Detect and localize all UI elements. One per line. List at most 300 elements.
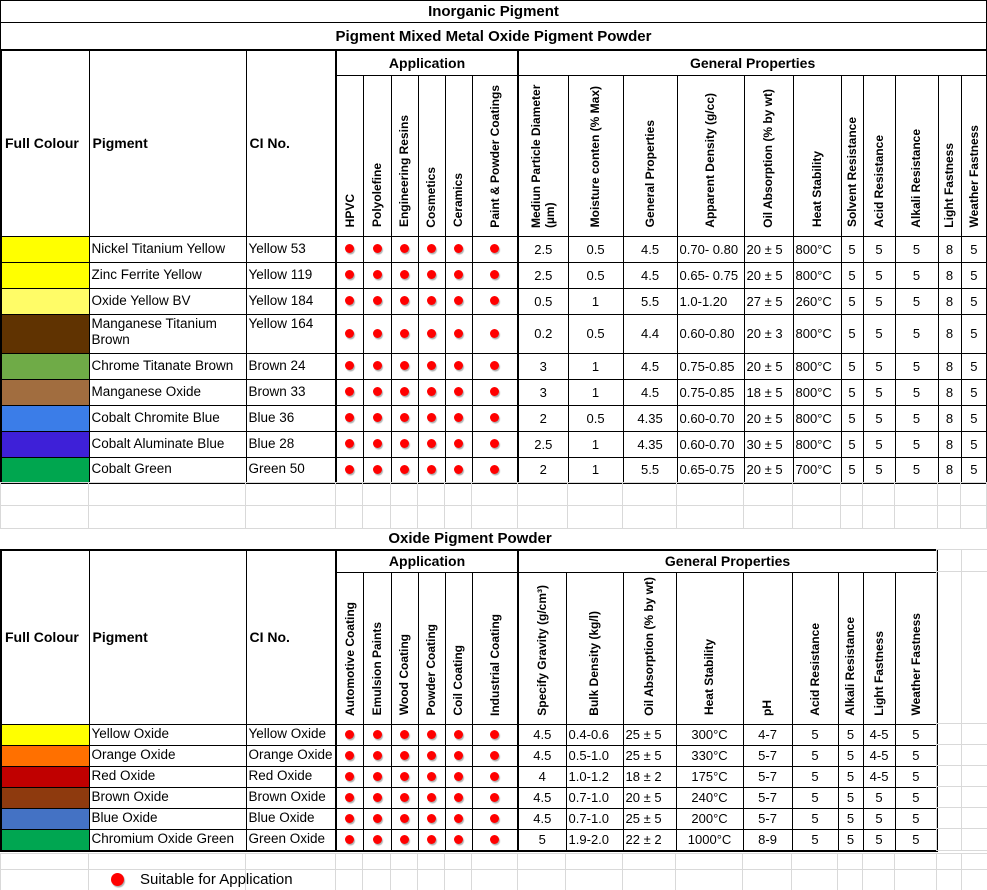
- application-dot-cell: [391, 288, 418, 314]
- pigment-name-cell: Yellow Oxide: [89, 724, 246, 745]
- ci-no-cell: Yellow Oxide: [246, 724, 336, 745]
- col-header-heat-stability: Heat Stability: [676, 572, 743, 724]
- application-dot-cell: [336, 724, 363, 745]
- property-value-cell: 22 ± 2: [623, 829, 676, 851]
- ci-no-cell: Yellow 164: [246, 314, 336, 353]
- property-value-cell: 4.5: [623, 236, 677, 262]
- empty-grid-cell: [962, 787, 987, 808]
- application-dot-cell: [472, 431, 518, 457]
- suitable-dot-icon: [345, 751, 354, 760]
- property-value-cell: 0.5: [568, 314, 623, 353]
- application-dot-cell: [391, 262, 418, 288]
- mixed-metal-table-title: Pigment Mixed Metal Oxide Pigment Powder: [0, 23, 987, 49]
- property-value-cell: 5: [895, 745, 937, 766]
- property-value-cell: 0.5: [518, 288, 568, 314]
- empty-grid-cell: [445, 506, 472, 529]
- ci-no-cell: Yellow 53: [246, 236, 336, 262]
- empty-grid-cell: [863, 506, 895, 529]
- property-value-cell: 4-5: [863, 745, 895, 766]
- oxide-pigment-table: [0, 549, 938, 852]
- suitable-dot-icon: [490, 751, 499, 760]
- gridline-row: [937, 829, 987, 851]
- application-dot-cell: [336, 379, 363, 405]
- application-dot-cell: [445, 405, 472, 431]
- property-value-cell: 5: [838, 724, 863, 745]
- gridline-row: [937, 550, 987, 572]
- empty-grid-cell: [472, 483, 518, 506]
- application-dot-cell: [445, 379, 472, 405]
- table-row: [1, 379, 987, 405]
- property-value-cell: 0.60-0.80: [677, 314, 744, 353]
- empty-grid-cell: [961, 483, 987, 506]
- application-dot-cell: [363, 236, 391, 262]
- suitable-dot-icon: [400, 793, 409, 802]
- suitable-dot-icon: [400, 751, 409, 760]
- property-value-cell: 18 ± 5: [744, 379, 793, 405]
- swatch-cell: [1, 353, 89, 379]
- col-header-polyolefine: Polyolefine: [363, 75, 391, 236]
- property-value-cell: 5: [895, 314, 938, 353]
- property-value-cell: 18 ± 2: [623, 766, 676, 787]
- suitable-dot-icon: [454, 835, 463, 844]
- property-value-cell: 5: [895, 353, 938, 379]
- suitable-dot-icon: [345, 329, 354, 338]
- application-dot-cell: [336, 457, 363, 483]
- application-dot-cell: [391, 457, 418, 483]
- col-header-wood-coating: Wood Coating: [391, 572, 418, 724]
- application-dot-cell: [391, 745, 418, 766]
- property-value-cell: 5: [961, 431, 987, 457]
- property-value-cell: 20 ± 5: [744, 405, 793, 431]
- empty-grid-cell: [937, 550, 962, 572]
- col-header-acid-resistance: Acid Resistance: [863, 75, 895, 236]
- property-value-cell: 8: [938, 314, 961, 353]
- col-header-paint-powder-coatings: Paint & Powder Coatings: [472, 75, 518, 236]
- empty-grid-cell: [838, 854, 863, 870]
- empty-grid-cell: [863, 854, 895, 870]
- application-dot-cell: [391, 766, 418, 787]
- suitable-dot-icon: [490, 793, 499, 802]
- group-header-row: [1, 550, 937, 572]
- application-dot-cell: [391, 829, 418, 851]
- swatch-cell: [1, 724, 89, 745]
- property-value-cell: 5: [895, 288, 938, 314]
- application-dot-cell: [445, 766, 472, 787]
- suitable-dot-icon: [400, 835, 409, 844]
- table-row: [1, 787, 937, 808]
- suitable-dot-icon: [373, 730, 382, 739]
- application-dot-cell: [363, 808, 391, 829]
- suitable-dot-icon: [427, 439, 436, 448]
- suitable-dot-icon: [345, 296, 354, 305]
- table-row: [1, 431, 987, 457]
- property-value-cell: 0.5: [568, 262, 623, 288]
- empty-grid-cell: [937, 808, 962, 829]
- empty-grid-cell: [962, 854, 987, 870]
- property-value-cell: 4-5: [863, 766, 895, 787]
- col-header-engineering-resins: Engineering Resins: [391, 75, 418, 236]
- suitable-dot-icon: [373, 793, 382, 802]
- suitable-dot-icon: [400, 361, 409, 370]
- table-row: [1, 262, 987, 288]
- empty-grid-cell: [566, 870, 623, 890]
- suitable-dot-icon: [345, 793, 354, 802]
- application-dot-cell: [445, 262, 472, 288]
- suitable-dot-icon: [373, 835, 382, 844]
- application-dot-cell: [363, 766, 391, 787]
- application-dot-cell: [472, 745, 518, 766]
- empty-grid-cell: [961, 506, 987, 529]
- application-dot-cell: [336, 262, 363, 288]
- property-value-cell: 1.0-1.20: [677, 288, 744, 314]
- application-dot-cell: [472, 724, 518, 745]
- empty-grid-cell: [472, 854, 518, 870]
- full-colour-header: Full Colour: [1, 50, 89, 236]
- empty-grid-cell: [89, 854, 246, 870]
- table-row: [1, 353, 987, 379]
- page-title: Inorganic Pigment: [0, 0, 987, 23]
- property-value-cell: 8: [938, 236, 961, 262]
- col-header-solvent-resistance: Solvent Resistance: [841, 75, 863, 236]
- empty-grid-cell: [336, 506, 363, 529]
- application-dot-cell: [445, 288, 472, 314]
- property-value-cell: 800°C: [793, 353, 841, 379]
- empty-grid-cell: [962, 829, 987, 851]
- property-value-cell: 5: [863, 787, 895, 808]
- ci-no-cell: Yellow 119: [246, 262, 336, 288]
- gridline-row: [937, 572, 987, 724]
- suitable-dot-icon: [400, 270, 409, 279]
- pigment-name-cell: Cobalt Chromite Blue: [89, 405, 246, 431]
- swatch-cell: [1, 808, 89, 829]
- col-header-powder-coating: Powder Coating: [418, 572, 445, 724]
- empty-grid-cell: [838, 870, 863, 890]
- property-value-cell: 5: [838, 808, 863, 829]
- property-value-cell: 5.5: [623, 457, 677, 483]
- property-value-cell: 3: [518, 353, 568, 379]
- ci-no-cell: Brown 24: [246, 353, 336, 379]
- empty-grid-cell: [89, 483, 246, 506]
- swatch-cell: [1, 829, 89, 851]
- suitable-dot-icon: [345, 439, 354, 448]
- property-value-cell: 5: [895, 787, 937, 808]
- ci-no-cell: Green Oxide: [246, 829, 336, 851]
- property-value-cell: 5: [838, 787, 863, 808]
- application-dot-cell: [363, 314, 391, 353]
- col-header-oil-absorption: Oil Absorption (% by wt): [744, 75, 793, 236]
- property-value-cell: 27 ± 5: [744, 288, 793, 314]
- empty-grid-cell: [962, 870, 987, 890]
- empty-grid-cell: [938, 483, 961, 506]
- property-value-cell: 5: [895, 236, 938, 262]
- empty-grid-cell: [246, 483, 336, 506]
- ci-no-cell: Yellow 184: [246, 288, 336, 314]
- empty-grid-cell: [863, 483, 895, 506]
- application-dot-cell: [472, 288, 518, 314]
- empty-grid-cell: [623, 506, 677, 529]
- swatch-cell: [1, 314, 89, 353]
- application-dot-cell: [418, 808, 445, 829]
- application-dot-cell: [336, 405, 363, 431]
- application-dot-cell: [418, 314, 445, 353]
- property-value-cell: 4.35: [623, 431, 677, 457]
- property-value-cell: 0.75-0.85: [677, 379, 744, 405]
- application-dot-cell: [418, 288, 445, 314]
- application-dot-cell: [391, 353, 418, 379]
- property-value-cell: 5: [841, 405, 863, 431]
- property-value-cell: 1: [568, 353, 623, 379]
- pigment-name-cell: Cobalt Green: [89, 457, 246, 483]
- application-dot-cell: [391, 236, 418, 262]
- application-dot-cell: [336, 431, 363, 457]
- suitable-dot-icon: [490, 413, 499, 422]
- empty-grid-cell: [677, 506, 744, 529]
- property-value-cell: 800°C: [793, 379, 841, 405]
- table-row: [1, 314, 987, 353]
- application-dot-cell: [336, 808, 363, 829]
- empty-grid-cell: [863, 870, 895, 890]
- suitable-dot-icon: [400, 814, 409, 823]
- mixed-metal-oxide-table: [0, 49, 987, 484]
- empty-grid-cell: [336, 483, 363, 506]
- property-value-cell: 1: [568, 288, 623, 314]
- suitable-dot-icon: [427, 296, 436, 305]
- empty-grid-cell: [336, 854, 363, 870]
- property-value-cell: 20 ± 5: [744, 457, 793, 483]
- swatch-cell: [1, 288, 89, 314]
- suitable-dot-icon: [454, 387, 463, 396]
- suitable-dot-icon: [454, 361, 463, 370]
- empty-grid-cell: [937, 745, 962, 766]
- property-value-cell: 5: [961, 457, 987, 483]
- suitable-dot-icon: [400, 465, 409, 474]
- property-value-cell: 25 ± 5: [623, 808, 676, 829]
- general-properties-group-header: General Properties: [518, 550, 937, 572]
- property-value-cell: 5: [961, 236, 987, 262]
- property-value-cell: 5: [961, 405, 987, 431]
- gridline-row: [1, 854, 987, 870]
- suitable-dot-icon: [345, 772, 354, 781]
- suitable-dot-icon: [490, 270, 499, 279]
- pigment-name-cell: Red Oxide: [89, 766, 246, 787]
- property-value-cell: 1.0-1.2: [566, 766, 623, 787]
- application-dot-cell: [336, 787, 363, 808]
- empty-grid-cell: [937, 870, 962, 890]
- suitable-dot-icon: [427, 361, 436, 370]
- table-row: [1, 808, 937, 829]
- gridline-row: [1, 506, 987, 529]
- gridline-row: [937, 745, 987, 766]
- empty-grid-cell: [937, 766, 962, 787]
- suitable-dot-icon: [427, 270, 436, 279]
- suitable-dot-icon: [373, 439, 382, 448]
- suitable-dot-icon: [454, 270, 463, 279]
- property-value-cell: 5: [895, 829, 937, 851]
- full-colour-header: Full Colour: [1, 550, 89, 724]
- property-value-cell: 5-7: [743, 808, 792, 829]
- ci-no-cell: Blue 36: [246, 405, 336, 431]
- empty-grid-cell: [1, 483, 89, 506]
- empty-grid-cell: [363, 483, 391, 506]
- application-dot-cell: [363, 288, 391, 314]
- legend-label: Suitable for Application: [140, 871, 293, 888]
- application-dot-cell: [418, 236, 445, 262]
- property-value-cell: 0.7-1.0: [566, 808, 623, 829]
- suitable-dot-icon: [345, 835, 354, 844]
- suitable-dot-icon: [490, 296, 499, 305]
- application-dot-cell: [472, 314, 518, 353]
- application-dot-cell: [472, 353, 518, 379]
- pigment-header: Pigment: [89, 50, 246, 236]
- ci-no-header: CI No.: [246, 550, 336, 724]
- property-value-cell: 800°C: [793, 431, 841, 457]
- suitable-dot-icon: [400, 329, 409, 338]
- empty-grid-cell: [518, 506, 568, 529]
- group-header-row: [1, 50, 987, 75]
- col-header-weather-fastness: Weather Fastness: [895, 572, 937, 724]
- property-value-cell: 5: [841, 288, 863, 314]
- suitable-dot-icon: [427, 413, 436, 422]
- col-header-automotive-coating: Automotive Coating: [336, 572, 363, 724]
- property-value-cell: 20 ± 5: [623, 787, 676, 808]
- suitable-dot-icon: [373, 270, 382, 279]
- empty-grid-cell: [418, 870, 445, 890]
- application-dot-cell: [363, 431, 391, 457]
- ci-no-cell: Brown 33: [246, 379, 336, 405]
- col-header-emulsion-paints: Emulsion Paints: [363, 572, 391, 724]
- swatch-cell: [1, 457, 89, 483]
- suitable-dot-icon: [490, 465, 499, 474]
- application-dot-cell: [472, 236, 518, 262]
- ci-no-cell: Blue Oxide: [246, 808, 336, 829]
- property-value-cell: 5: [792, 829, 838, 851]
- property-value-cell: 8: [938, 288, 961, 314]
- suitable-dot-icon: [111, 873, 124, 886]
- property-value-cell: 5: [961, 353, 987, 379]
- property-value-cell: 5: [895, 808, 937, 829]
- table-row: [1, 405, 987, 431]
- application-dot-cell: [363, 829, 391, 851]
- property-value-cell: 5: [961, 314, 987, 353]
- property-value-cell: 2: [518, 457, 568, 483]
- property-value-cell: 4.4: [623, 314, 677, 353]
- table-row: [1, 457, 987, 483]
- application-dot-cell: [336, 353, 363, 379]
- application-dot-cell: [363, 379, 391, 405]
- suitable-dot-icon: [490, 244, 499, 253]
- property-value-cell: 5: [838, 829, 863, 851]
- property-value-cell: 0.75-0.85: [677, 353, 744, 379]
- property-value-cell: 5: [895, 431, 938, 457]
- application-dot-cell: [472, 766, 518, 787]
- pigment-name-cell: Orange Oxide: [89, 745, 246, 766]
- property-value-cell: 5: [863, 353, 895, 379]
- suitable-dot-icon: [490, 329, 499, 338]
- application-group-header: Application: [336, 50, 518, 75]
- ci-no-cell: Blue 28: [246, 431, 336, 457]
- suitable-dot-icon: [490, 835, 499, 844]
- application-dot-cell: [472, 405, 518, 431]
- empty-grid-cell: [518, 483, 568, 506]
- col-header-bulk-density: Bulk Density (kg/l): [566, 572, 623, 724]
- col-header-light-fastness: Light Fastness: [863, 572, 895, 724]
- pigment-name-cell: Nickel Titanium Yellow: [89, 236, 246, 262]
- general-properties-group-header: General Properties: [518, 50, 987, 75]
- empty-grid-cell: [472, 506, 518, 529]
- application-dot-cell: [363, 262, 391, 288]
- empty-grid-cell: [445, 854, 472, 870]
- empty-grid-cell: [676, 854, 743, 870]
- gridline-row: [937, 766, 987, 787]
- property-value-cell: 20 ± 3: [744, 314, 793, 353]
- property-value-cell: 4.5: [623, 379, 677, 405]
- empty-grid-cell: [937, 572, 962, 724]
- pigment-name-cell: Chrome Titanate Brown: [89, 353, 246, 379]
- suitable-dot-icon: [427, 244, 436, 253]
- application-dot-cell: [445, 808, 472, 829]
- pigment-name-cell: Zinc Ferrite Yellow: [89, 262, 246, 288]
- property-value-cell: 0.5-1.0: [566, 745, 623, 766]
- property-value-cell: 5: [863, 262, 895, 288]
- empty-grid-cell: [391, 483, 418, 506]
- empty-grid-cell: [391, 854, 418, 870]
- suitable-dot-icon: [454, 296, 463, 305]
- property-value-cell: 2.5: [518, 236, 568, 262]
- gridline-right-strip: [936, 549, 987, 851]
- property-value-cell: 5.5: [623, 288, 677, 314]
- empty-grid-cell: [743, 854, 792, 870]
- property-value-cell: 5: [792, 766, 838, 787]
- property-value-cell: 4.35: [623, 405, 677, 431]
- property-value-cell: 5: [895, 379, 938, 405]
- property-value-cell: 0.65-0.75: [677, 457, 744, 483]
- property-value-cell: 2.5: [518, 262, 568, 288]
- empty-grid-cell: [962, 766, 987, 787]
- application-dot-cell: [472, 808, 518, 829]
- empty-grid-cell: [566, 854, 623, 870]
- suitable-dot-icon: [454, 465, 463, 474]
- suitable-dot-icon: [454, 814, 463, 823]
- empty-grid-cell: [445, 483, 472, 506]
- col-header-hpvc: HPVC: [336, 75, 363, 236]
- property-value-cell: 4-7: [743, 724, 792, 745]
- empty-grid-cell: [1, 506, 89, 529]
- suitable-dot-icon: [427, 793, 436, 802]
- suitable-dot-icon: [454, 772, 463, 781]
- property-value-cell: 0.5: [568, 236, 623, 262]
- property-value-cell: 5: [863, 236, 895, 262]
- property-value-cell: 20 ± 5: [744, 262, 793, 288]
- empty-grid-cell: [518, 870, 566, 890]
- property-value-cell: 1.9-2.0: [566, 829, 623, 851]
- property-value-cell: 700°C: [793, 457, 841, 483]
- application-dot-cell: [336, 314, 363, 353]
- suitable-dot-icon: [400, 772, 409, 781]
- property-value-cell: 30 ± 5: [744, 431, 793, 457]
- empty-grid-cell: [518, 854, 566, 870]
- col-header-general-properties: General Properties: [623, 75, 677, 236]
- suitable-dot-icon: [427, 772, 436, 781]
- application-dot-cell: [418, 457, 445, 483]
- property-value-cell: 5: [961, 379, 987, 405]
- empty-grid-cell: [418, 854, 445, 870]
- property-value-cell: 5: [792, 787, 838, 808]
- property-value-cell: 240°C: [676, 787, 743, 808]
- suitable-dot-icon: [373, 296, 382, 305]
- suitable-dot-icon: [400, 296, 409, 305]
- property-value-cell: 0.60-0.70: [677, 431, 744, 457]
- application-dot-cell: [418, 829, 445, 851]
